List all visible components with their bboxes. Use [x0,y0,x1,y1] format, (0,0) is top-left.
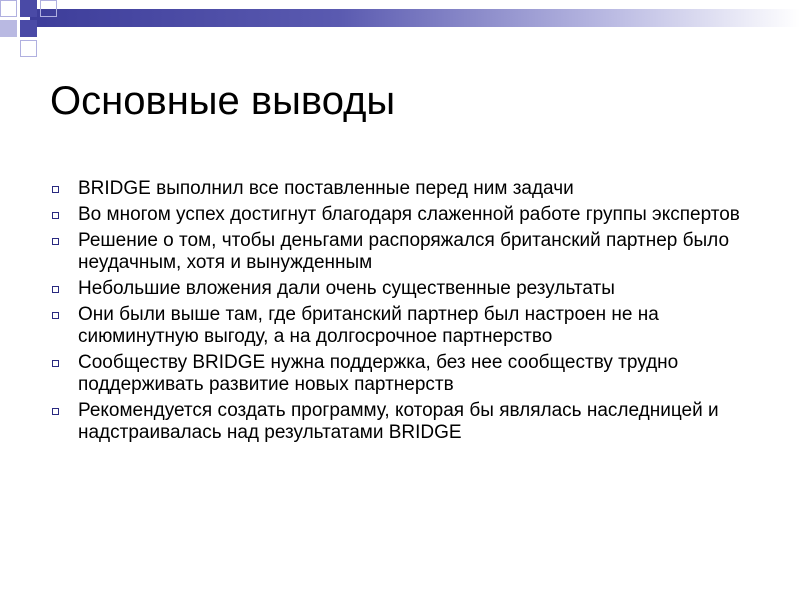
hollow-square-bullet-icon [52,212,59,219]
decor-square-dark [20,20,37,37]
bullet-text: Небольшие вложения дали очень существенные результаты [78,278,615,299]
hollow-square-bullet-icon [52,286,59,293]
bullet-text: Рекомендуется создать программу, которая бы являлась наследницей и надстраивалась над результатами BRIDGE [78,400,719,443]
decor-square-light [0,20,17,37]
bullet-item [52,204,752,226]
decor-square-outline [40,0,57,17]
bullet-text: Во многом успех достигнут благодаря слаженной работе группы экспертов [78,204,740,225]
bullet-list [52,178,752,448]
decor-square-outline [20,40,37,57]
header-gradient-bar [30,9,800,27]
slide-title: Основные выводы [50,79,396,123]
bullet-item [52,230,752,274]
bullet-text: BRIDGE выполнил все поставленные перед ним задачи [78,178,574,199]
bullet-text: Решение о том, чтобы деньгами распоряжался британский партнер было неудачным, хотя и вынужденным [78,230,730,273]
hollow-square-bullet-icon [52,238,59,245]
bullet-item [52,278,752,300]
bullet-text: Они были выше там, где британский партнер был настроен не на сиюминутную выгоду, а на долгосрочное партнерство [78,304,659,347]
bullet-text: Сообществу BRIDGE нужна поддержка, без нее сообществу трудно поддерживать развитие новых партнерств [78,352,679,395]
bullet-item [52,400,752,444]
bullet-item [52,304,752,348]
hollow-square-bullet-icon [52,360,59,367]
decor-square-outline [0,0,17,17]
decor-square-dark [20,0,37,17]
header-decoration [0,0,800,60]
hollow-square-bullet-icon [52,312,59,319]
hollow-square-bullet-icon [52,408,59,415]
bullet-item [52,178,752,200]
bullet-item [52,352,752,396]
hollow-square-bullet-icon [52,186,59,193]
